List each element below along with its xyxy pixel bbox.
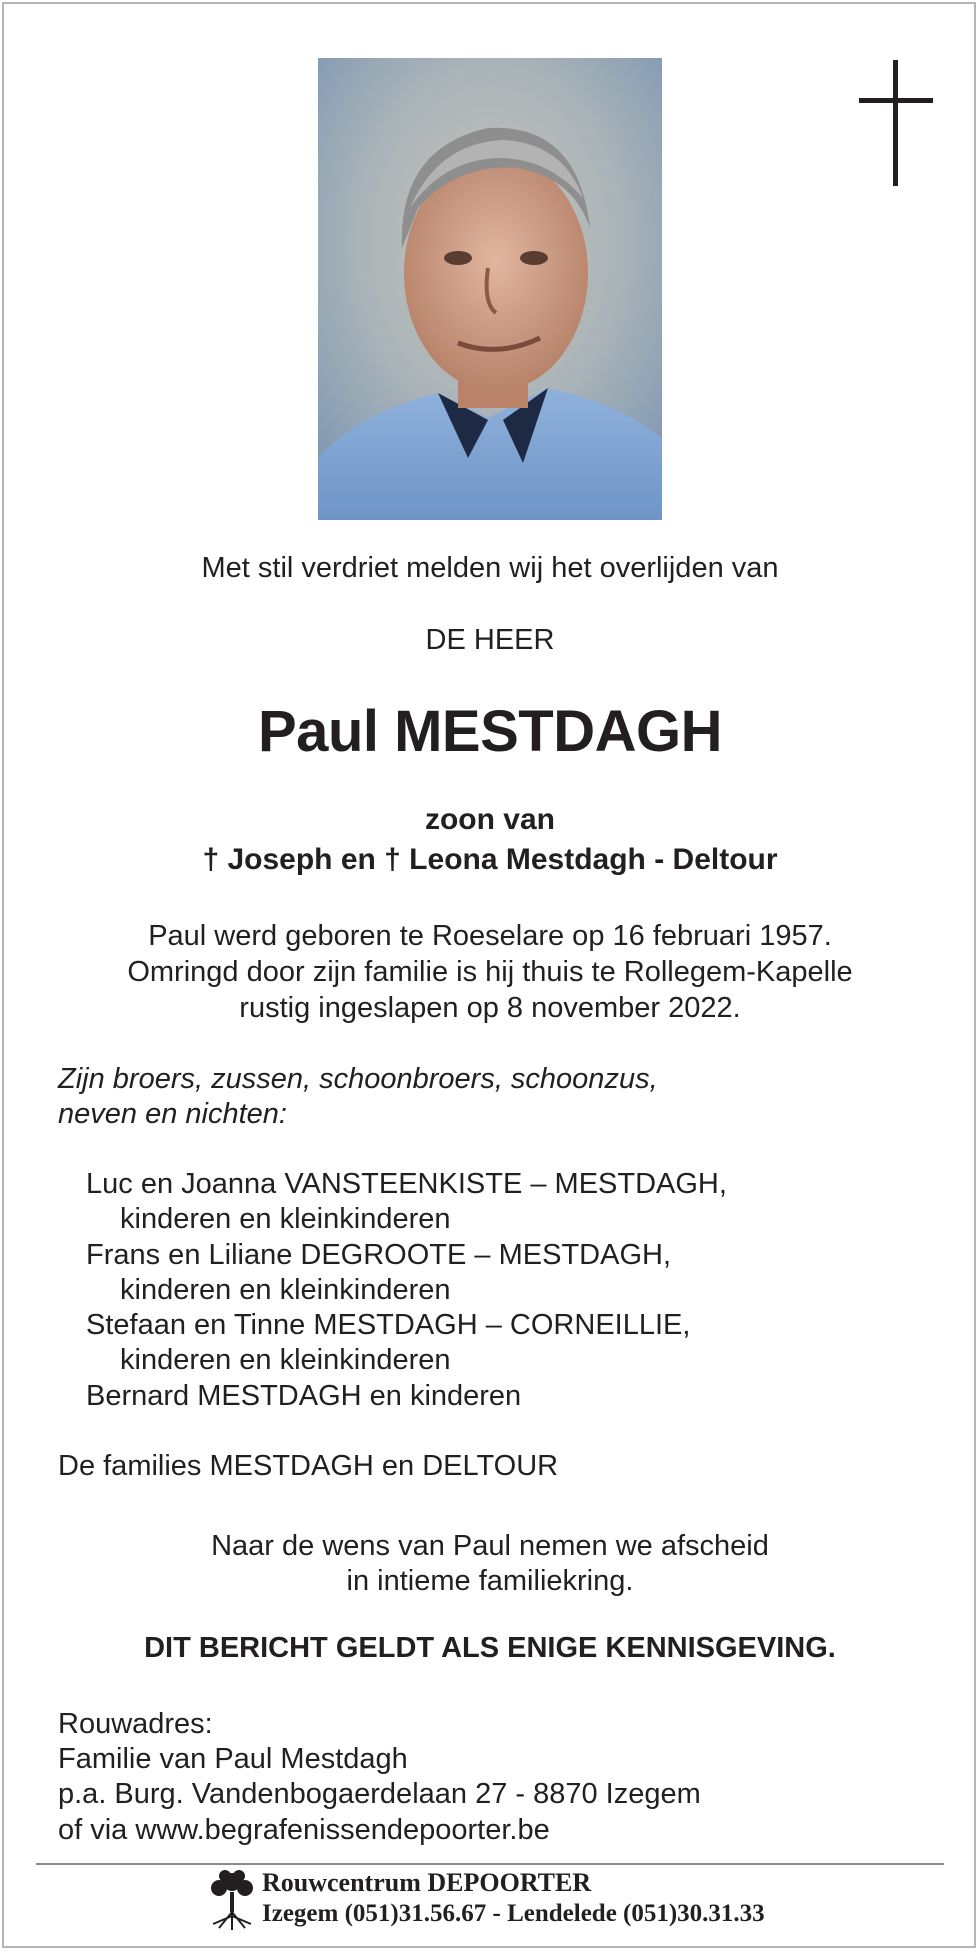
address-line: Familie van Paul Mestdagh (58, 1743, 408, 1775)
birth-death-line-1: Paul werd geboren te Roeselare op 16 februari 1957. (148, 920, 832, 952)
families-text: De families MESTDAGH en DELTOUR (58, 1450, 559, 1482)
relative-line: kinderen en kleinkinderen (120, 1344, 451, 1376)
relatives-heading-2: neven en nichten: (58, 1098, 287, 1130)
footer-phones: Izegem (051)31.56.67 - Lendelede (051)30.31.33 (262, 1900, 765, 1927)
address-line: Rouwadres: (58, 1708, 213, 1740)
relative-line: Luc en Joanna VANSTEENKISTE – MESTDAGH, (86, 1168, 727, 1200)
notice-text: DIT BERICHT GELDT ALS ENIGE KENNISGEVING. (144, 1632, 836, 1664)
footer-company: Rouwcentrum DEPOORTER (262, 1868, 592, 1897)
portrait-photo (318, 58, 662, 520)
address-line: p.a. Burg. Vandenbogaerdelaan 27 - 8870 Izegem (58, 1778, 701, 1810)
birth-death-line-2: Omringd door zijn familie is hij thuis te Rollegem-Kapelle (127, 956, 853, 988)
farewell-line-2: in intieme familiekring. (346, 1565, 634, 1597)
relative-line: kinderen en kleinkinderen (120, 1274, 451, 1306)
title-text: DE HEER (425, 624, 555, 656)
deceased-name: Paul MESTDAGH (258, 699, 722, 764)
birth-death-line-3: rustig ingeslapen op 8 november 2022. (239, 992, 741, 1024)
tree-logo-icon (207, 1868, 257, 1932)
address-line: of via www.begrafenissendepoorter.be (58, 1814, 550, 1846)
relatives-heading-1: Zijn broers, zussen, schoonbroers, schoonzus, (58, 1063, 658, 1095)
relative-line: Bernard MESTDAGH en kinderen (86, 1380, 522, 1412)
intro-text: Met stil verdriet melden wij het overlijden van (201, 552, 779, 584)
footer-divider (36, 1863, 944, 1865)
parents-line-1: zoon van (424, 803, 555, 836)
relative-line: kinderen en kleinkinderen (120, 1203, 451, 1235)
cross-icon (859, 60, 933, 186)
parents-line-2: † Joseph en † Leona Mestdagh - Deltour (202, 843, 778, 876)
relative-line: Stefaan en Tinne MESTDAGH – CORNEILLIE, (86, 1309, 691, 1341)
relative-line: Frans en Liliane DEGROOTE – MESTDAGH, (86, 1239, 671, 1271)
farewell-line-1: Naar de wens van Paul nemen we afscheid (211, 1530, 769, 1562)
portrait-illustration (318, 58, 662, 520)
